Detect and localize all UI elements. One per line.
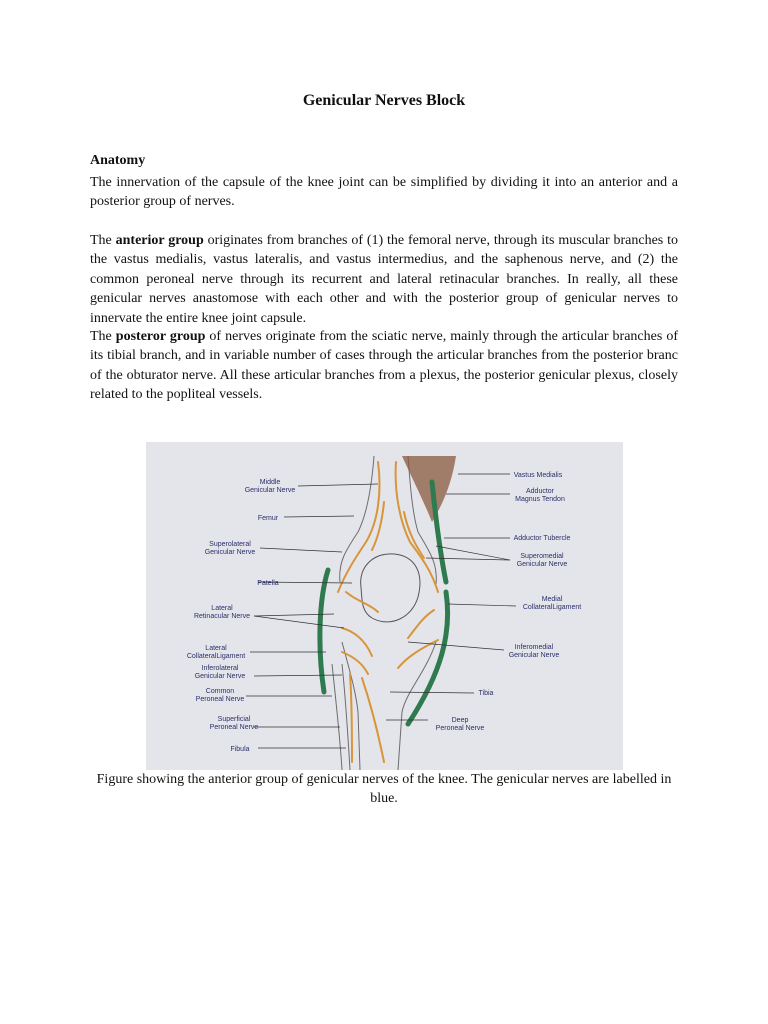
lateral-collateral-ligament [320, 570, 328, 692]
posterior-term: posteror group [115, 329, 206, 344]
label-superomedial: Superomedial Genicular Nerve [516, 553, 568, 568]
label-tibia: Tibia [478, 690, 494, 697]
label-superolateral: Superolateral Genicular Nerve [204, 541, 256, 556]
page-title: Genicular Nerves Block [302, 92, 466, 109]
intro-paragraph [90, 173, 678, 212]
anterior-term: anterior group [115, 233, 204, 248]
label-patella: Patella [257, 580, 279, 587]
medial-collateral-ligament [408, 592, 448, 724]
label-middle-genicular: Middle Genicular Nerve [244, 479, 296, 494]
label-lateral-retinacular: Lateral Retinacular Nerve [193, 605, 251, 620]
label-medial-collateral: Medial CollateralLigament [522, 596, 582, 611]
anterior-paragraph [90, 231, 678, 328]
anterior-text: The anterior group originates from branches of (1) the femoral nerve, through its muscular branches to the vastus medialis, vastus lateralis, and vastus intermedius, and the saphenous nerve, and (2) the common peroneal nerve through its recurrent and lateral retinacular branches. In really, all these genicular nerves anastomose with each other and with the posterior group of genicular nerves to innervate the entire knee joint capsule. [90, 233, 679, 326]
label-lateral-collateral: Lateral CollateralLigament [186, 645, 246, 660]
label-inferolateral: Inferolateral Genicular Nerve [194, 665, 246, 680]
label-common-peroneal: Common Peroneal Nerve [195, 688, 245, 703]
label-deep-peroneal: Deep Peroneal Nerve [435, 717, 485, 732]
knee-anatomy-figure [146, 442, 623, 770]
section-heading: Anatomy [90, 153, 146, 168]
patella-outline [361, 554, 420, 622]
intro-text: The innervation of the capsule of the knee joint can be simplified by dividing it into an anterior and a posterior group of nerves. [90, 175, 678, 210]
label-vastus-medialis: Vastus Medialis [513, 472, 563, 479]
label-fibula: Fibula [230, 746, 250, 753]
posterior-text: The posteror group of nerves originate from the sciatic nerve, mainly through the articular branches of its tibial branch, and in variable number of cases through the articular branches from the posterior branc of the obturator nerve. All these articular branches from a plexus, the posterior genicular plexus, closely related to the popliteal vessels. [90, 329, 678, 403]
label-superficial-peroneal: Superficial Peroneal Nerve [209, 716, 259, 731]
posterior-paragraph [90, 327, 678, 405]
label-adductor-magnus: Adductor Magnus Tendon [515, 488, 565, 503]
label-femur: Femur [257, 515, 279, 522]
figure-caption: Figure showing the anterior group of genicular nerves of the knee. The genicular nerves are labelled in blue. [96, 772, 672, 806]
label-inferomedial: Inferomedial Genicular Nerve [508, 644, 560, 659]
fibula-outline [332, 664, 350, 770]
vastus-medialis-muscle [402, 456, 456, 522]
label-adductor-tubercle: Adductor Tubercle [513, 535, 571, 542]
